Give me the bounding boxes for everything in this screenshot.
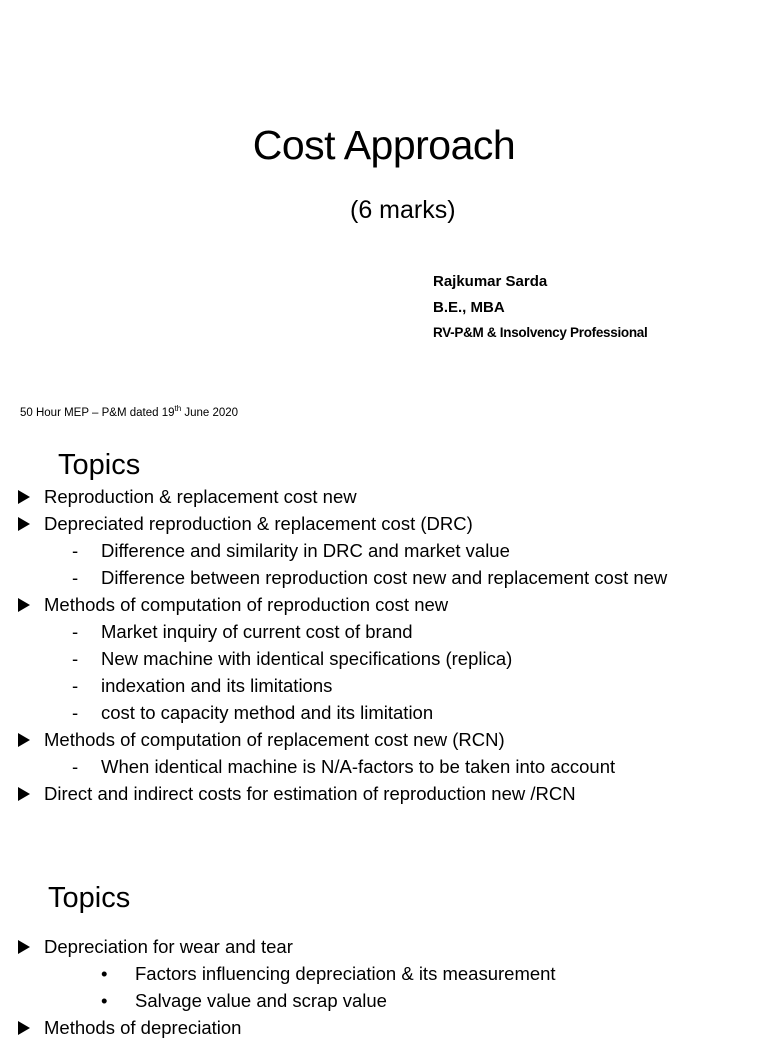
list-item bbox=[0, 537, 768, 564]
list-item-text: When identical machine is N/A-factors to be taken into account bbox=[101, 756, 616, 777]
list-item bbox=[0, 780, 768, 807]
dash-bullet: - bbox=[72, 675, 79, 696]
list-item-text: Depreciation for wear and tear bbox=[44, 936, 293, 957]
topics-heading-2: Topics bbox=[48, 882, 131, 914]
list-item bbox=[0, 645, 768, 672]
topics-heading: Topics bbox=[58, 449, 141, 481]
list-item bbox=[0, 564, 768, 591]
dash-bullet: - bbox=[72, 648, 79, 669]
arrow-icon bbox=[18, 787, 30, 801]
list-item bbox=[0, 1014, 768, 1041]
dash-bullet: - bbox=[72, 756, 79, 777]
author-degree: B.E., MBA bbox=[433, 299, 505, 316]
page-title: Cost Approach bbox=[252, 122, 516, 168]
arrow-icon bbox=[18, 940, 30, 954]
arrow-icon bbox=[18, 517, 30, 531]
list-item-text: Difference and similarity in DRC and market value bbox=[101, 540, 510, 561]
list-item-text: Salvage value and scrap value bbox=[135, 990, 387, 1011]
list-item-text: cost to capacity method and its limitation bbox=[101, 702, 434, 723]
list-item bbox=[0, 483, 768, 510]
arrow-bullet-icon bbox=[18, 726, 30, 754]
author-name: Rajkumar Sarda bbox=[433, 273, 548, 290]
list-item bbox=[0, 699, 768, 726]
list-item bbox=[0, 591, 768, 618]
list-item bbox=[0, 672, 768, 699]
dot-bullet-icon: • bbox=[101, 963, 108, 984]
list-item-text: Factors influencing depreciation & its measurement bbox=[135, 963, 556, 984]
dash-bullet: - bbox=[72, 621, 79, 642]
arrow-bullet-icon bbox=[18, 933, 30, 961]
topics-list bbox=[0, 483, 768, 807]
slide-footer bbox=[20, 404, 238, 419]
arrow-icon bbox=[18, 598, 30, 612]
list-item-text: Methods of computation of reproduction cost new bbox=[44, 594, 449, 615]
arrow-icon bbox=[18, 1021, 30, 1035]
arrow-icon bbox=[18, 733, 30, 747]
list-item-text: Market inquiry of current cost of brand bbox=[101, 621, 413, 642]
arrow-bullet-icon bbox=[18, 1014, 30, 1042]
list-item bbox=[0, 618, 768, 645]
list-item-text: Methods of computation of replacement cost new (RCN) bbox=[44, 729, 505, 750]
list-item bbox=[0, 510, 768, 537]
list-item-text: Reproduction & replacement cost new bbox=[44, 486, 357, 507]
list-item-text: New machine with identical specifications (replica) bbox=[101, 648, 513, 669]
list-item bbox=[0, 933, 768, 960]
list-item bbox=[0, 960, 768, 987]
list-item-text: indexation and its limitations bbox=[101, 675, 333, 696]
list-item bbox=[0, 753, 768, 780]
footer-prefix: 50 Hour MEP – P&M dated 19 bbox=[20, 406, 175, 419]
footer-superscript: th bbox=[174, 404, 182, 413]
dash-bullet: - bbox=[72, 567, 79, 588]
list-item-text: Direct and indirect costs for estimation of reproduction new /RCN bbox=[44, 783, 576, 804]
arrow-bullet-icon bbox=[18, 591, 30, 619]
page-subtitle: (6 marks) bbox=[350, 196, 456, 224]
arrow-bullet-icon bbox=[18, 483, 30, 511]
list-item bbox=[0, 726, 768, 753]
list-item bbox=[0, 987, 768, 1014]
list-item-text: Difference between reproduction cost new and replacement cost new bbox=[101, 567, 668, 588]
list-item-text: Depreciated reproduction & replacement cost (DRC) bbox=[44, 513, 473, 534]
dot-bullet-icon: • bbox=[101, 990, 108, 1011]
dash-bullet: - bbox=[72, 540, 79, 561]
arrow-bullet-icon bbox=[18, 510, 30, 538]
arrow-bullet-icon bbox=[18, 780, 30, 808]
footer-suffix: June 2020 bbox=[181, 406, 239, 419]
dash-bullet: - bbox=[72, 702, 79, 723]
arrow-icon bbox=[18, 490, 30, 504]
topics-list-2 bbox=[0, 933, 768, 1041]
author-role: RV-P&M & Insolvency Professional bbox=[433, 325, 648, 340]
list-item-text: Methods of depreciation bbox=[44, 1017, 242, 1038]
